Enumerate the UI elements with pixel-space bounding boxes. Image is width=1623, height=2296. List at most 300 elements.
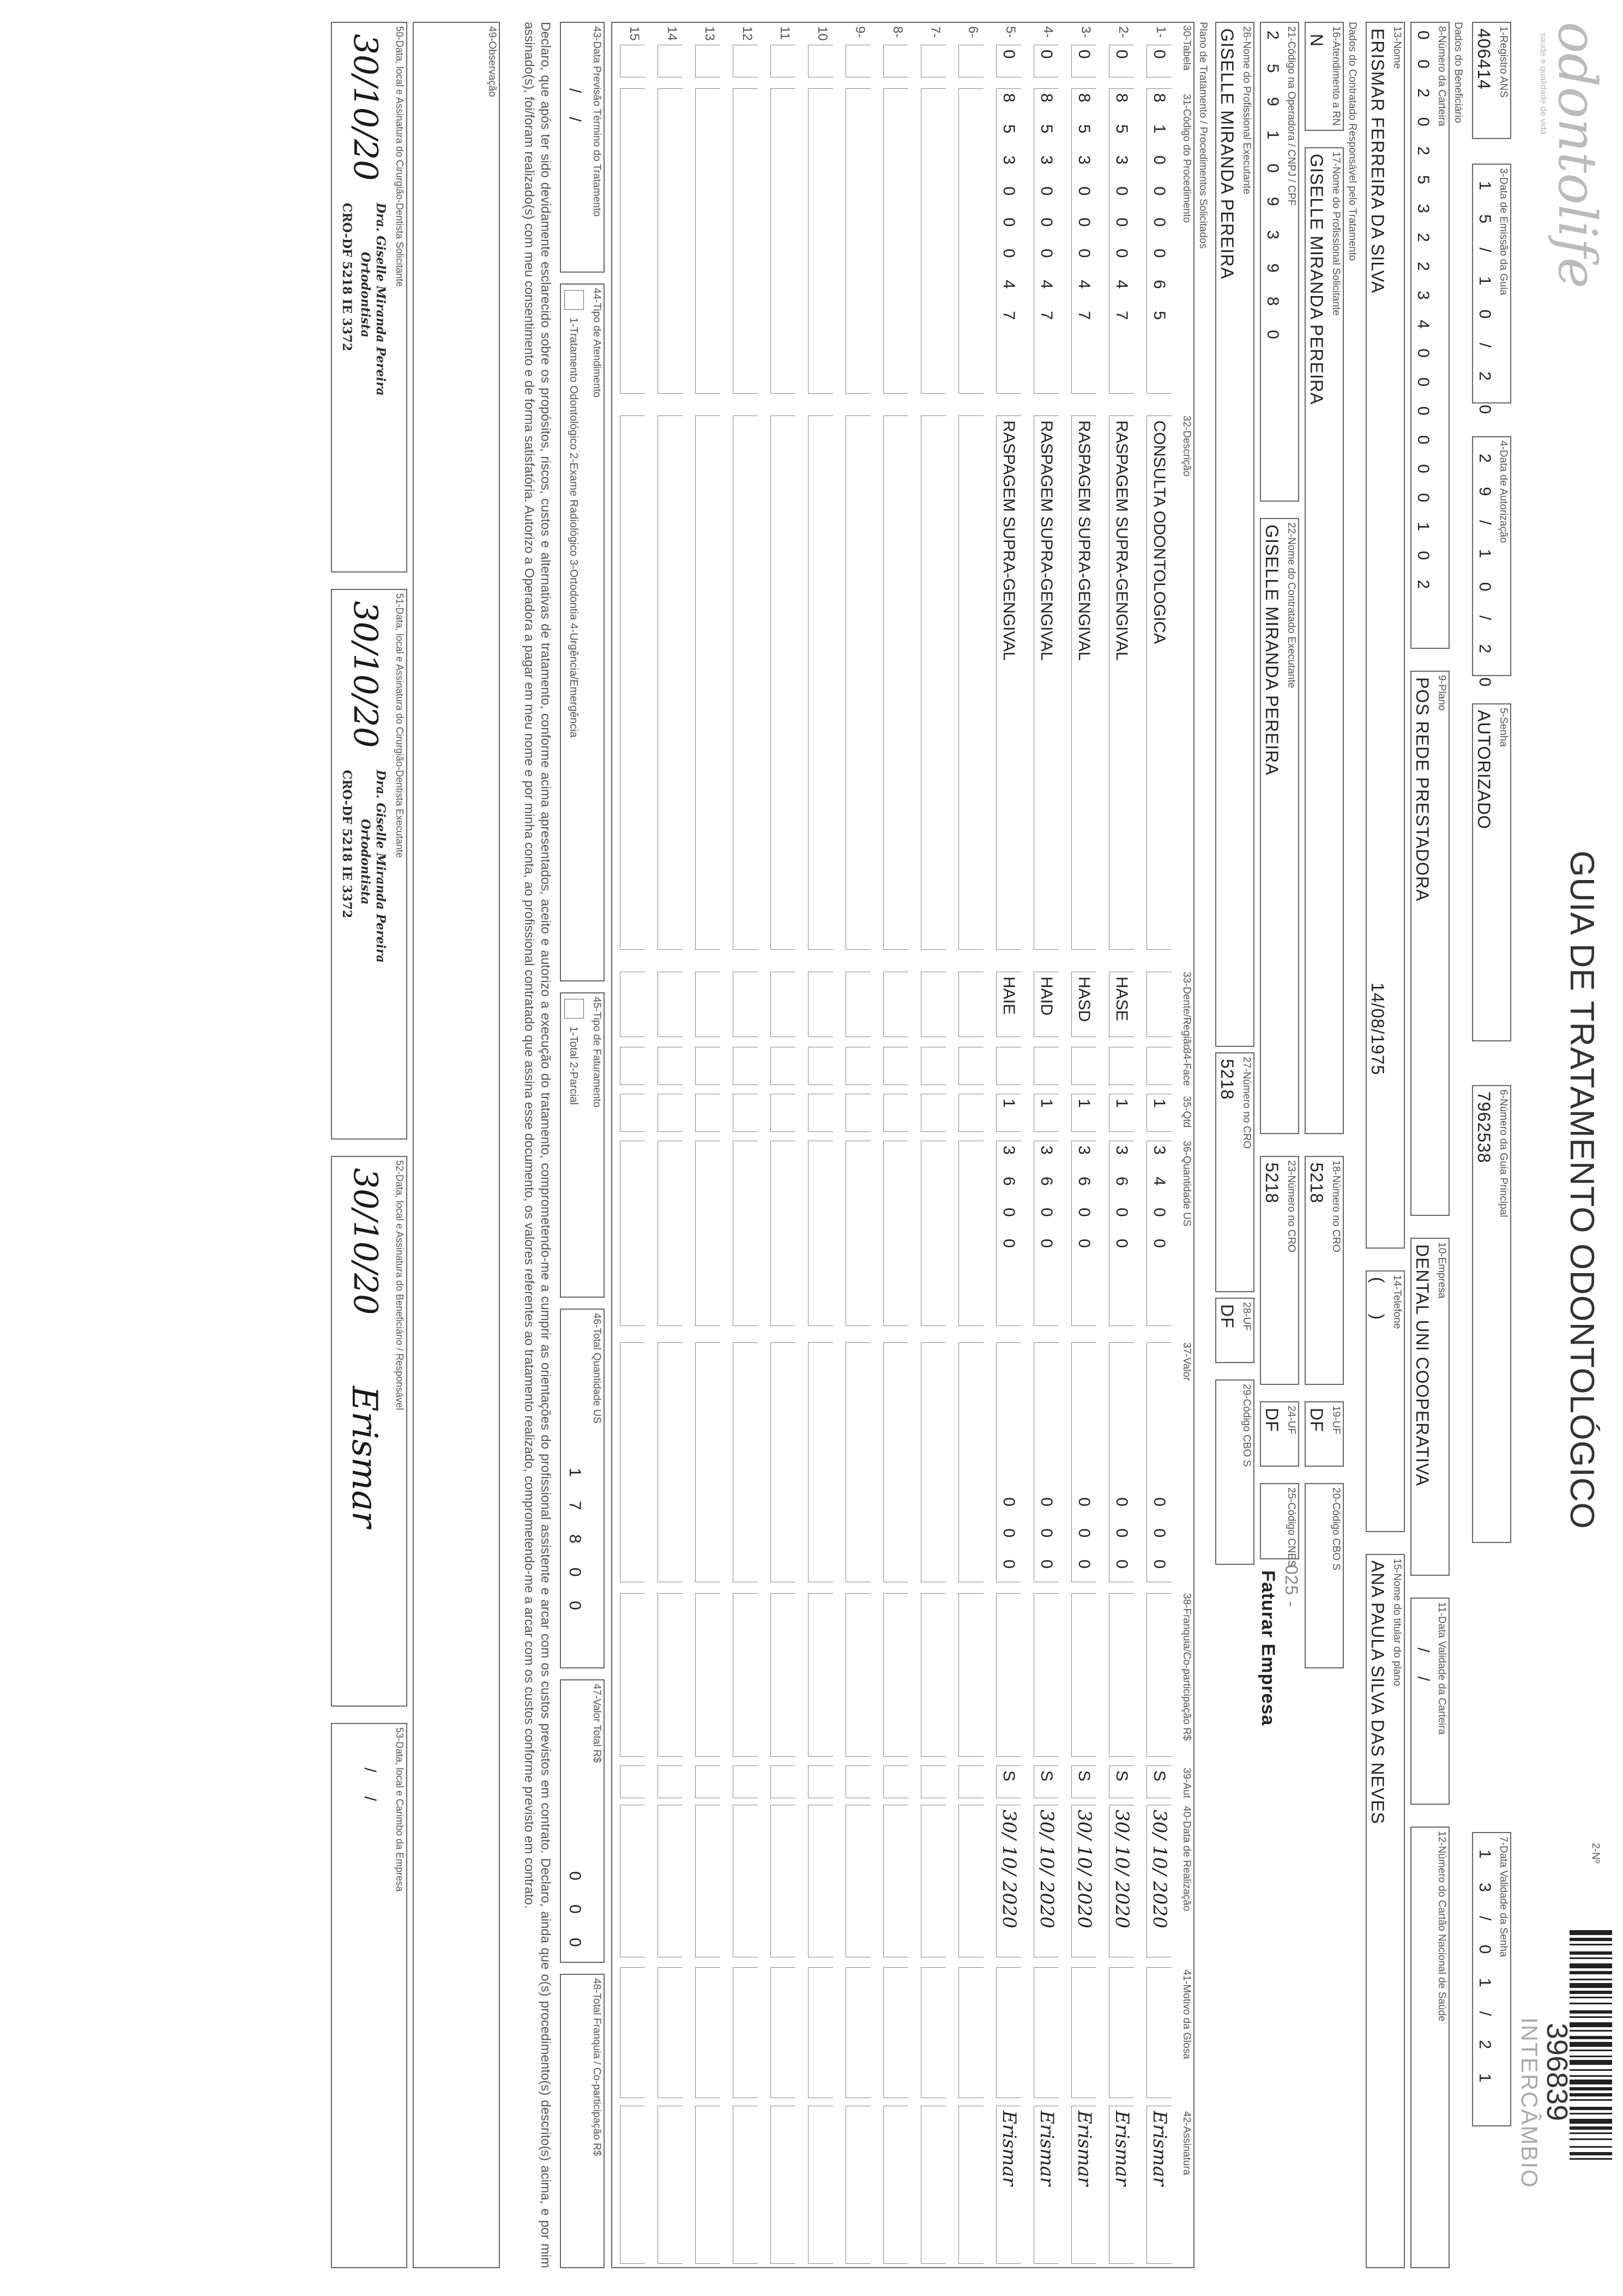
cell-aut — [770, 1765, 795, 1798]
barcode-icon — [1568, 1930, 1612, 2257]
cell-data-value: 30/ 10/ 2020 — [1149, 1810, 1171, 1929]
cbos3-box — [1215, 1379, 1254, 1565]
col-qtd-header: 35-Qtd — [1181, 1096, 1192, 1128]
data-executante: 30/10/20 — [346, 601, 384, 748]
cell-glosa — [770, 1967, 795, 2098]
carteira-box — [1410, 22, 1450, 649]
cell-qtd — [1071, 1094, 1096, 1132]
faturar-empresa: Faturar Empresa — [1258, 1570, 1278, 1726]
cell-us — [996, 1141, 1021, 1326]
tipo-atendimento-box — [560, 284, 605, 981]
row-number: 4- — [1041, 26, 1055, 38]
cell-tabela-value: 0 — [1037, 50, 1055, 59]
cell-franquia — [1034, 1593, 1059, 1757]
cell-dente-value: HASE — [1113, 977, 1131, 1021]
cell-tabela — [958, 45, 984, 77]
cell-codigo — [657, 88, 683, 394]
table-row — [1142, 23, 1179, 2269]
cell-franquia — [846, 1593, 871, 1757]
cell-glosa — [657, 1967, 683, 2098]
beneficiario-section-label: Dados do Beneficiário — [1452, 22, 1464, 123]
cell-dente — [695, 972, 720, 1037]
cell-valor — [770, 1342, 795, 1582]
cell-codigo — [695, 88, 720, 394]
total-us-value: 1 7 8 0 0 — [566, 1468, 584, 1620]
cell-us — [883, 1141, 908, 1326]
cro3-value: 5218 — [1217, 1059, 1237, 1100]
cell-us — [620, 1141, 645, 1326]
cell-assinatura — [1147, 2106, 1172, 2264]
plano-value: POS REDE PRESTADORA — [1413, 677, 1432, 902]
cell-valor — [695, 1342, 720, 1582]
cell-data — [733, 1805, 758, 1957]
cell-data-value: 30/ 10/ 2020 — [1036, 1810, 1058, 1929]
uf-value: DF — [1307, 1408, 1326, 1432]
nome-value: ERISMAR FERREIRA DA SILVA — [1368, 28, 1387, 294]
cell-aut — [846, 1765, 871, 1798]
cell-tabela-value: 0 — [1075, 50, 1093, 59]
table-row — [1104, 23, 1142, 2269]
guia-principal-label: 6-Número da Guia Principal — [1498, 1089, 1509, 1218]
cell-us — [846, 1141, 871, 1326]
atendimento-rn-box — [1305, 22, 1344, 131]
cell-face — [996, 1047, 1021, 1085]
plano-box — [1410, 671, 1450, 1216]
cell-face — [620, 1047, 645, 1085]
cell-franquia — [996, 1593, 1021, 1757]
assinatura-solicitante-box — [331, 22, 407, 573]
cell-codigo — [770, 88, 795, 394]
cell-tabela — [620, 45, 645, 77]
registro-ans-box — [1472, 22, 1511, 139]
cell-aut-value: S — [1037, 1770, 1055, 1782]
solicitante-box — [1305, 147, 1344, 1134]
carimbo-empresa-box — [331, 1723, 407, 2268]
cell-assinatura — [883, 2106, 908, 2264]
data-emissao-label: 3-Data de Emissão da Guia — [1498, 168, 1509, 296]
senha-label: 5-Senha — [1498, 708, 1509, 747]
cell-face — [1071, 1047, 1096, 1085]
registro-ans-value: 406414 — [1474, 28, 1494, 90]
cell-aut — [1109, 1765, 1134, 1798]
cell-valor — [958, 1342, 984, 1582]
cbos3-label: 29-Código CBO S — [1241, 1384, 1252, 1467]
procedure-rows — [612, 23, 1179, 2269]
cell-qtd — [770, 1094, 795, 1132]
row-number: 7- — [928, 26, 943, 38]
data-autorizacao-value: 2 9 / 1 0 / 2 0 — [1476, 454, 1494, 697]
col-us-header: 36-Quantidade US — [1181, 1141, 1192, 1227]
cell-assinatura — [958, 2106, 984, 2264]
cell-assinatura-value: Erismar — [1111, 2111, 1133, 2186]
cell-descricao-value: RASPAGEM SUPRA-GENGIVAL — [1000, 420, 1018, 661]
cell-assinatura-value: Erismar — [1149, 2111, 1171, 2186]
empresa-value: DENTAL UNI COOPERATIVA — [1413, 1244, 1432, 1486]
cell-aut — [1147, 1765, 1172, 1798]
previsao-value: / / — [566, 88, 584, 132]
titular-box — [1366, 1554, 1405, 2268]
cell-codigo — [808, 88, 833, 394]
cell-qtd-value: 1 — [1150, 1099, 1168, 1108]
cell-face — [846, 1047, 871, 1085]
row-number: 3- — [1078, 26, 1093, 38]
cell-aut-value: S — [1150, 1770, 1168, 1782]
observacao-label: 49-Observação — [486, 26, 498, 97]
cell-glosa — [620, 1967, 645, 2098]
row-number: 10 — [815, 26, 830, 41]
row-number: 14 — [665, 26, 679, 41]
cell-dente — [958, 972, 984, 1037]
cell-tabela — [1109, 45, 1134, 77]
logo: odontolife — [1547, 22, 1608, 288]
cell-descricao — [1071, 415, 1096, 950]
validade-carteira-value: / / — [1414, 1648, 1432, 1691]
cell-us — [657, 1141, 683, 1326]
cell-data — [958, 1805, 984, 1957]
contratado-section-label: Dados do Contratado Responsável pelo Tratamento — [1347, 22, 1358, 261]
cell-descricao — [996, 415, 1021, 950]
cell-data — [1034, 1805, 1059, 1957]
cell-us — [808, 1141, 833, 1326]
tipo-atendimento-options: 1-Tratamento Odontológico 2-Exame Radiológico 3-Ortodontia 4-Urgência/Emergência — [568, 317, 580, 738]
cro-box — [1305, 1156, 1344, 1385]
row-number: 11 — [777, 26, 792, 40]
valor-total-value: 0 0 0 — [566, 1871, 584, 1957]
cell-codigo — [1071, 88, 1096, 394]
cell-codigo — [958, 88, 984, 394]
table-row — [653, 23, 690, 2269]
tipo-atendimento-input[interactable] — [564, 290, 584, 310]
cell-qtd — [996, 1094, 1021, 1132]
telefone-value: ( ) — [1368, 1277, 1387, 1333]
cell-descricao-value: CONSULTA ODONTOLOGICA — [1150, 420, 1168, 644]
solicitante-value: GISELLE MIRANDA PEREIRA — [1307, 154, 1326, 405]
cell-data — [657, 1805, 683, 1957]
cell-assinatura — [620, 2106, 645, 2264]
cell-data — [808, 1805, 833, 1957]
contratado-exec-box — [1260, 518, 1299, 1134]
assinatura-executante-box — [331, 589, 407, 1140]
cell-tabela — [921, 45, 946, 77]
cro3-label: 27-Número no CRO — [1241, 1057, 1252, 1149]
row-number: 15 — [627, 26, 642, 41]
cell-dente-value: HASD — [1075, 977, 1093, 1022]
prof-exec-label: 26-Nome do Profissional Executante — [1241, 26, 1252, 195]
stamp-role: Ortodontista — [358, 252, 372, 338]
cell-descricao — [1109, 415, 1134, 950]
guia-principal-value: 7962538 — [1474, 1092, 1494, 1164]
table-row — [765, 23, 803, 2269]
cell-franquia — [733, 1593, 758, 1757]
cell-dente — [1147, 972, 1172, 1037]
cell-valor — [846, 1342, 871, 1582]
telefone-box — [1366, 1270, 1405, 1532]
col-valor-header: 37-Valor — [1181, 1342, 1192, 1381]
cell-codigo-value: 8 5 3 0 0 0 4 7 — [1037, 93, 1055, 329]
data-empresa: / / — [361, 1768, 379, 1811]
cell-franquia — [1109, 1593, 1134, 1757]
cell-descricao — [1034, 415, 1059, 950]
cell-assinatura — [1109, 2106, 1134, 2264]
cell-qtd — [657, 1094, 683, 1132]
cell-descricao-value: RASPAGEM SUPRA-GENGIVAL — [1037, 420, 1055, 661]
table-row — [841, 23, 878, 2269]
cell-data — [770, 1805, 795, 1957]
cell-aut — [883, 1765, 908, 1798]
total-franquia-label: 48-Total Franquia / Co-participação R$ — [591, 1978, 602, 2156]
validade-senha-box — [1472, 1832, 1511, 2126]
cell-tabela — [1034, 45, 1059, 77]
cell-valor — [1034, 1342, 1059, 1582]
plano-label: 9-Plano — [1436, 675, 1447, 711]
cell-codigo — [883, 88, 908, 394]
stamp-cro: CRO-DF 5218 IE 3372 — [340, 203, 354, 352]
cell-tabela-value: 0 — [1000, 50, 1018, 59]
stamp-name-exec: Dra. Giselle Miranda Pereira — [373, 770, 388, 963]
row-number: 8- — [890, 26, 905, 38]
cell-qtd-value: 1 — [1037, 1099, 1055, 1108]
total-us-label: 46-Total Quantidade US — [591, 1313, 602, 1424]
cell-face — [770, 1047, 795, 1085]
titular-label: 15-Nome do titular do plano — [1391, 1558, 1403, 1686]
cell-data-value: 30/ 10/ 2020 — [998, 1810, 1020, 1929]
tipo-atendimento-label: 44-Tipo de Atendimento — [591, 288, 602, 398]
cell-franquia — [1147, 1593, 1172, 1757]
cell-aut-value: S — [1075, 1770, 1093, 1782]
cell-qtd — [921, 1094, 946, 1132]
table-row — [954, 23, 991, 2269]
solicitante-label: 17-Nome do Profissional Solicitante — [1330, 152, 1342, 316]
cell-glosa — [1147, 1967, 1172, 2098]
cell-valor — [733, 1342, 758, 1582]
nascimento-value: 14/08/1975 — [1368, 983, 1387, 1076]
uf-box — [1305, 1401, 1344, 1467]
cell-qtd — [1109, 1094, 1134, 1132]
tipo-faturamento-options: 1-Total 2-Parcial — [568, 1026, 580, 1105]
cell-glosa — [695, 1967, 720, 2098]
cell-descricao — [733, 415, 758, 950]
cell-tabela — [1071, 45, 1096, 77]
col-data-header: 40-Data de Realização — [1181, 1806, 1192, 1912]
col-aut-header: 39-Aut — [1181, 1768, 1192, 1798]
data-emissao-box — [1472, 164, 1511, 424]
cro2-label: 23-Número no CRO — [1286, 1160, 1297, 1252]
cell-assinatura — [1034, 2106, 1059, 2264]
cell-us — [1147, 1141, 1172, 1326]
telefone-label: 14-Telefone — [1391, 1275, 1403, 1329]
cell-codigo — [620, 88, 645, 394]
logo-tagline: saúde e qualidade de vida — [1538, 33, 1548, 135]
cell-aut — [1034, 1765, 1059, 1798]
cell-qtd — [958, 1094, 984, 1132]
cell-codigo-value: 8 5 3 0 0 0 4 7 — [1113, 93, 1131, 329]
cell-data — [1147, 1805, 1172, 1957]
cell-qtd-value: 1 — [1000, 1099, 1018, 1108]
tipo-faturamento-input[interactable] — [564, 999, 584, 1019]
valor-total-box — [560, 1679, 605, 1963]
cell-glosa — [1109, 1967, 1134, 2098]
cell-dente — [1109, 972, 1134, 1037]
stamp-role-exec: Ortodontista — [358, 819, 372, 905]
row-number: 6- — [966, 26, 980, 38]
table-row — [991, 23, 1029, 2269]
cell-franquia — [695, 1593, 720, 1757]
col-assinatura-header: 42-Assinatura — [1181, 2111, 1192, 2176]
atendimento-rn-label: 16-Atendimento a RN — [1330, 26, 1342, 126]
cell-descricao-value: RASPAGEM SUPRA-GENGIVAL — [1113, 420, 1131, 661]
cell-data — [695, 1805, 720, 1957]
cell-tabela — [733, 45, 758, 77]
cell-glosa — [883, 1967, 908, 2098]
cell-qtd-value: 1 — [1075, 1099, 1093, 1108]
cnes-label: 25-Código CNES — [1286, 1487, 1297, 1567]
data-emissao-value: 1 5 / 1 0 / 2 0 — [1476, 181, 1494, 424]
cell-us-value: 3 6 0 0 — [1000, 1146, 1018, 1257]
row-number: 5- — [1003, 26, 1018, 38]
carteira-value: 0 0 2 0 2 5 3 2 2 3 4 0 0 0 0 0 0 1 0 2 — [1414, 31, 1432, 597]
guia-principal-box — [1472, 1085, 1511, 1543]
cell-aut — [733, 1765, 758, 1798]
cell-aut — [620, 1765, 645, 1798]
cell-franquia — [620, 1593, 645, 1757]
cell-codigo-value: 8 5 3 0 0 0 4 7 — [1075, 93, 1093, 329]
cell-dente — [733, 972, 758, 1037]
cbos-box — [1305, 1483, 1344, 1668]
cell-dente — [921, 972, 946, 1037]
cell-glosa — [808, 1967, 833, 2098]
cro2-value: 5218 — [1262, 1162, 1282, 1204]
cell-tabela — [846, 45, 871, 77]
cell-valor — [1147, 1342, 1172, 1582]
contratado-exec-label: 22-Nome do Contratado Executante — [1286, 522, 1297, 689]
cell-valor — [921, 1342, 946, 1582]
table-row — [1029, 23, 1066, 2269]
cell-aut — [996, 1765, 1021, 1798]
cell-us — [958, 1141, 984, 1326]
cell-descricao — [958, 415, 984, 950]
cell-aut — [808, 1765, 833, 1798]
cell-glosa — [1071, 1967, 1096, 2098]
data-beneficiario: 30/10/20 — [346, 1168, 384, 1315]
observacao-box — [413, 22, 500, 2268]
cell-codigo — [1147, 88, 1172, 394]
cell-dente — [1071, 972, 1096, 1037]
cell-valor — [1071, 1342, 1096, 1582]
declaracao-text: Declaro, que após ter sido devidamente esclarecido sobre os propósitos, riscos, custos e alternativas de tratamento, conforme acima apresentados, aceito e autorizo a execução do tratamento, comprometendo-me a cumprir as orientações do profissional assistente e arcar com os custos previstos em contrato. Declaro, ainda que o(s) procedimento(s) descrito(s) acima, e por mim assinado(s), foi/foram realizado(s) com meu consentimento e de forma satisfatória. Autorizo a Operadora a pagar em meu nome e por minha conta, ao profissional contratado que assina esse documento, os valores referentes ao tratamento realizado, comprometendo-me a arcar com os custos conforme previsto em contrato. — [522, 22, 553, 2268]
cell-descricao-value: RASPAGEM SUPRA-GENGIVAL — [1075, 420, 1093, 661]
cell-assinatura — [657, 2106, 683, 2264]
col-face-header: 34-Face — [1181, 1048, 1192, 1086]
row-number: 1- — [1154, 26, 1168, 38]
prof-exec-value: GISELLE MIRANDA PEREIRA — [1217, 28, 1237, 280]
empresa-label: 10-Empresa — [1436, 1242, 1447, 1299]
cell-tabela — [996, 45, 1021, 77]
cell-codigo — [1109, 88, 1134, 394]
cns-label: 12-Número do Cartão Nacional de Saúde — [1436, 1831, 1447, 2022]
cell-face — [808, 1047, 833, 1085]
cell-face — [883, 1047, 908, 1085]
empresa-box — [1410, 1238, 1450, 1576]
cell-data — [1071, 1805, 1096, 1957]
cell-codigo — [996, 88, 1021, 394]
cro-label: 18-Número no CRO — [1330, 1160, 1342, 1252]
cell-qtd — [620, 1094, 645, 1132]
cell-us-value: 3 4 0 0 — [1150, 1146, 1168, 1257]
col-tabela-header: 30-Tabela — [1181, 25, 1192, 71]
cell-descricao — [846, 415, 871, 950]
table-row — [878, 23, 916, 2269]
cell-qtd — [808, 1094, 833, 1132]
validade-senha-value: 1 3 / 0 1 / 2 1 — [1476, 1849, 1494, 2093]
cell-tabela — [883, 45, 908, 77]
assinatura-beneficiario-label: 52-Data, local e Assinatura do Beneficiário / Responsável — [394, 1160, 405, 1411]
plano-section-label: Plano de Tratamento / Procedimentos Solicitados — [1197, 22, 1209, 249]
cell-glosa — [733, 1967, 758, 2098]
cell-dente — [808, 972, 833, 1037]
row-number: 2- — [1116, 26, 1131, 38]
cell-us-value: 3 6 0 0 — [1113, 1146, 1131, 1257]
validade-carteira-label: 11-Data Validade da Carteira — [1436, 1602, 1447, 1735]
cell-franquia — [958, 1593, 984, 1757]
cell-descricao — [883, 415, 908, 950]
total-franquia-box — [560, 1974, 605, 2268]
cell-descricao — [695, 415, 720, 950]
validade-carteira-box — [1410, 1598, 1450, 1805]
cell-dente-value: HAID — [1037, 977, 1055, 1016]
cro2-box — [1260, 1156, 1299, 1385]
data-autorizacao-label: 4-Data de Autorização — [1498, 441, 1509, 544]
cell-data — [921, 1805, 946, 1957]
cell-data-value: 30/ 10/ 2020 — [1073, 1810, 1095, 1929]
cell-face — [958, 1047, 984, 1085]
uf-label: 19-UF — [1330, 1406, 1342, 1435]
table-row — [615, 23, 653, 2269]
col-dente-header: 33-Dente/Região — [1181, 972, 1192, 1050]
cell-face — [657, 1047, 683, 1085]
guia-number-label: 2-Nº — [1590, 1843, 1601, 1864]
cell-data — [883, 1805, 908, 1957]
table-row — [803, 23, 841, 2269]
titular-value: ANA PAULA SILVA DAS NEVES — [1368, 1560, 1387, 1824]
cell-glosa — [996, 1967, 1021, 2098]
cell-us — [921, 1141, 946, 1326]
cell-assinatura-value: Erismar — [998, 2111, 1020, 2186]
codigo-operadora-value: 2 5 9 1 0 9 3 9 8 0 — [1264, 31, 1282, 349]
cell-codigo — [846, 88, 871, 394]
cell-us — [695, 1141, 720, 1326]
cell-us — [770, 1141, 795, 1326]
validade-senha-label: 7-Data Validade da Senha — [1498, 1836, 1509, 1957]
uf2-value: DF — [1262, 1408, 1282, 1432]
cell-us — [733, 1141, 758, 1326]
row-number: 9- — [853, 26, 867, 38]
assinatura-executante-label: 51-Data, local e Assinatura do Cirurgião-Dentista Executante — [394, 593, 405, 858]
cell-valor — [657, 1342, 683, 1582]
intercambio-label: INTERCÂMBIO — [1517, 2017, 1542, 2189]
col-descricao-header: 32-Descrição — [1181, 415, 1192, 477]
cell-tabela — [657, 45, 683, 77]
cell-descricao — [657, 415, 683, 950]
cell-us-value: 3 6 0 0 — [1075, 1146, 1093, 1257]
cell-dente — [770, 972, 795, 1037]
procedures-table — [611, 22, 1194, 2268]
registro-ans-label: 1-Registro ANS — [1498, 26, 1509, 98]
cell-dente — [1034, 972, 1059, 1037]
cell-descricao — [921, 415, 946, 950]
cell-assinatura — [1071, 2106, 1096, 2264]
cell-data — [620, 1805, 645, 1957]
cell-assinatura — [846, 2106, 871, 2264]
